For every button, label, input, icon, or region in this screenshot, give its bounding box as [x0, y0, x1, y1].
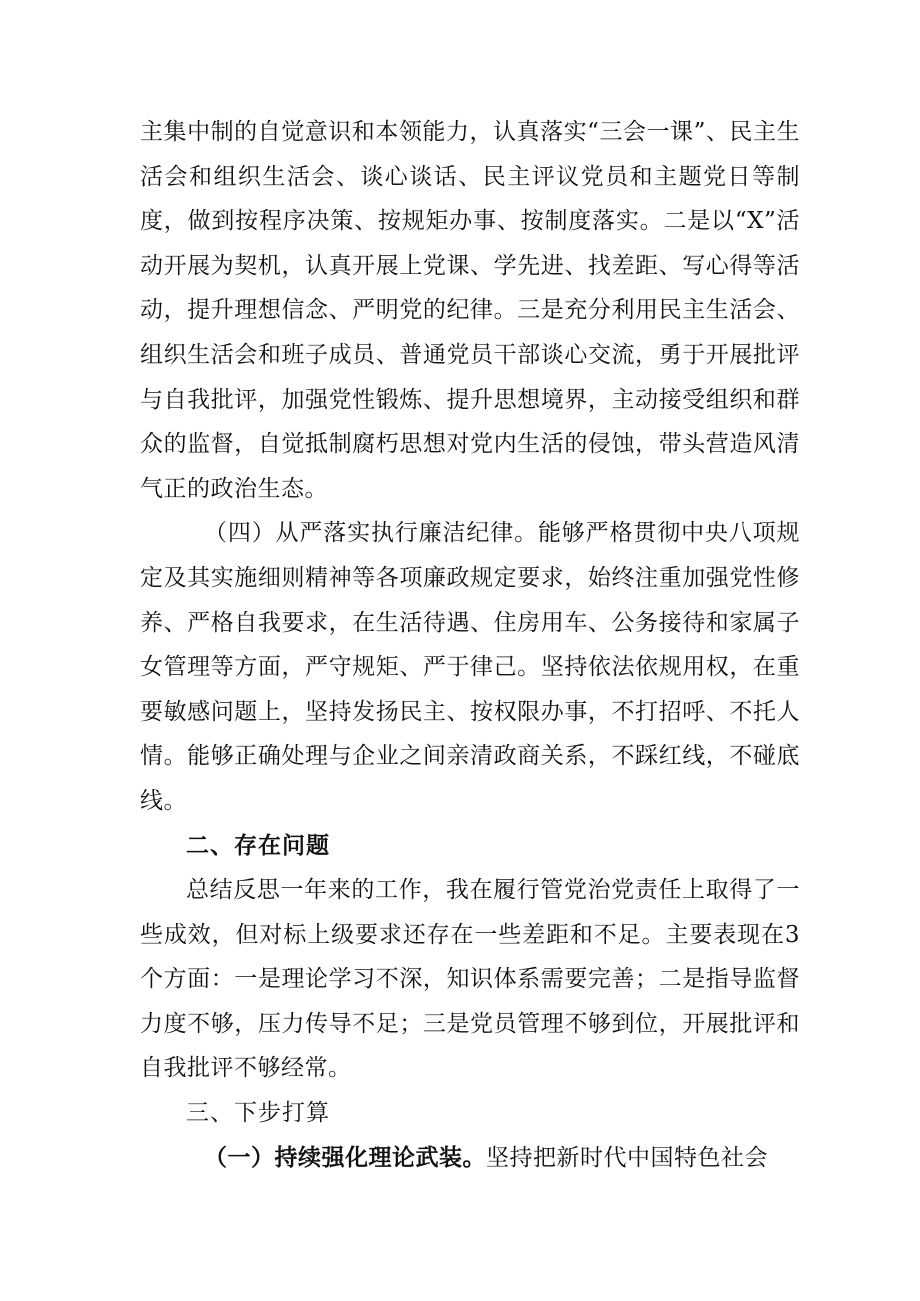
- section-heading-next-steps: 三、下步打算: [186, 1100, 330, 1127]
- section-heading-problems: 二、存在问题: [186, 831, 330, 859]
- body-text-theory: 坚持把新时代中国特色社会: [486, 1144, 768, 1171]
- body-paragraph-problems: 总结反思一年来的工作，我在履行管党治党责任上取得了一些成效，但对标上级要求还存在一些差距和不足。主要表现在3个方面：一是理论学习不深，知识体系需要完善；二是指导监督力度不够，压力传导不足；三是党员管理不够到位，开展批评和自我批评不够经常。: [140, 877, 800, 1082]
- document-page: [140, 110, 800, 1180]
- body-paragraph-integrity: （四）从严落实执行廉洁纪律。能够严格贯彻中央八项规定及其实施细则精神等各项廉政规定要求，始终注重加强党性修养、严格自我要求，在生活待遇、住房用车、公务接待和家属子女管理等方面，严守规矩、严于律己。坚持依法依规用权，在重要敏感问题上，坚持发扬民主、按权限办事，不打招呼、不托人情。能够正确处理与企业之间亲清政商关系，不踩红线，不碰底线。: [140, 520, 800, 814]
- body-paragraph-theory: [140, 1136, 800, 1181]
- body-paragraph-continuation: 主集中制的自觉意识和本领能力，认真落实“三会一课”、民主生活会和组织生活会、谈心谈话、民主评议党员和主题党日等制度，做到按程序决策、按规矩办事、按制度落实。二是以“X”活动开展为契机，认真开展上党课、学先进、找差距、写心得等活动，提升理想信念、严明党的纪律。三是充分利用民主生活会、组织生活会和班子成员、普通党员干部谈心交流，勇于开展批评与自我批评，加强党性锻炼、提升思想境界，主动接受组织和群众的监督，自觉抵制腐朽思想对党内生活的侵蚀，带头营造风清气正的政治生态。: [140, 119, 800, 502]
- subheading-theory: （一）持续强化理论武装。: [204, 1143, 486, 1171]
